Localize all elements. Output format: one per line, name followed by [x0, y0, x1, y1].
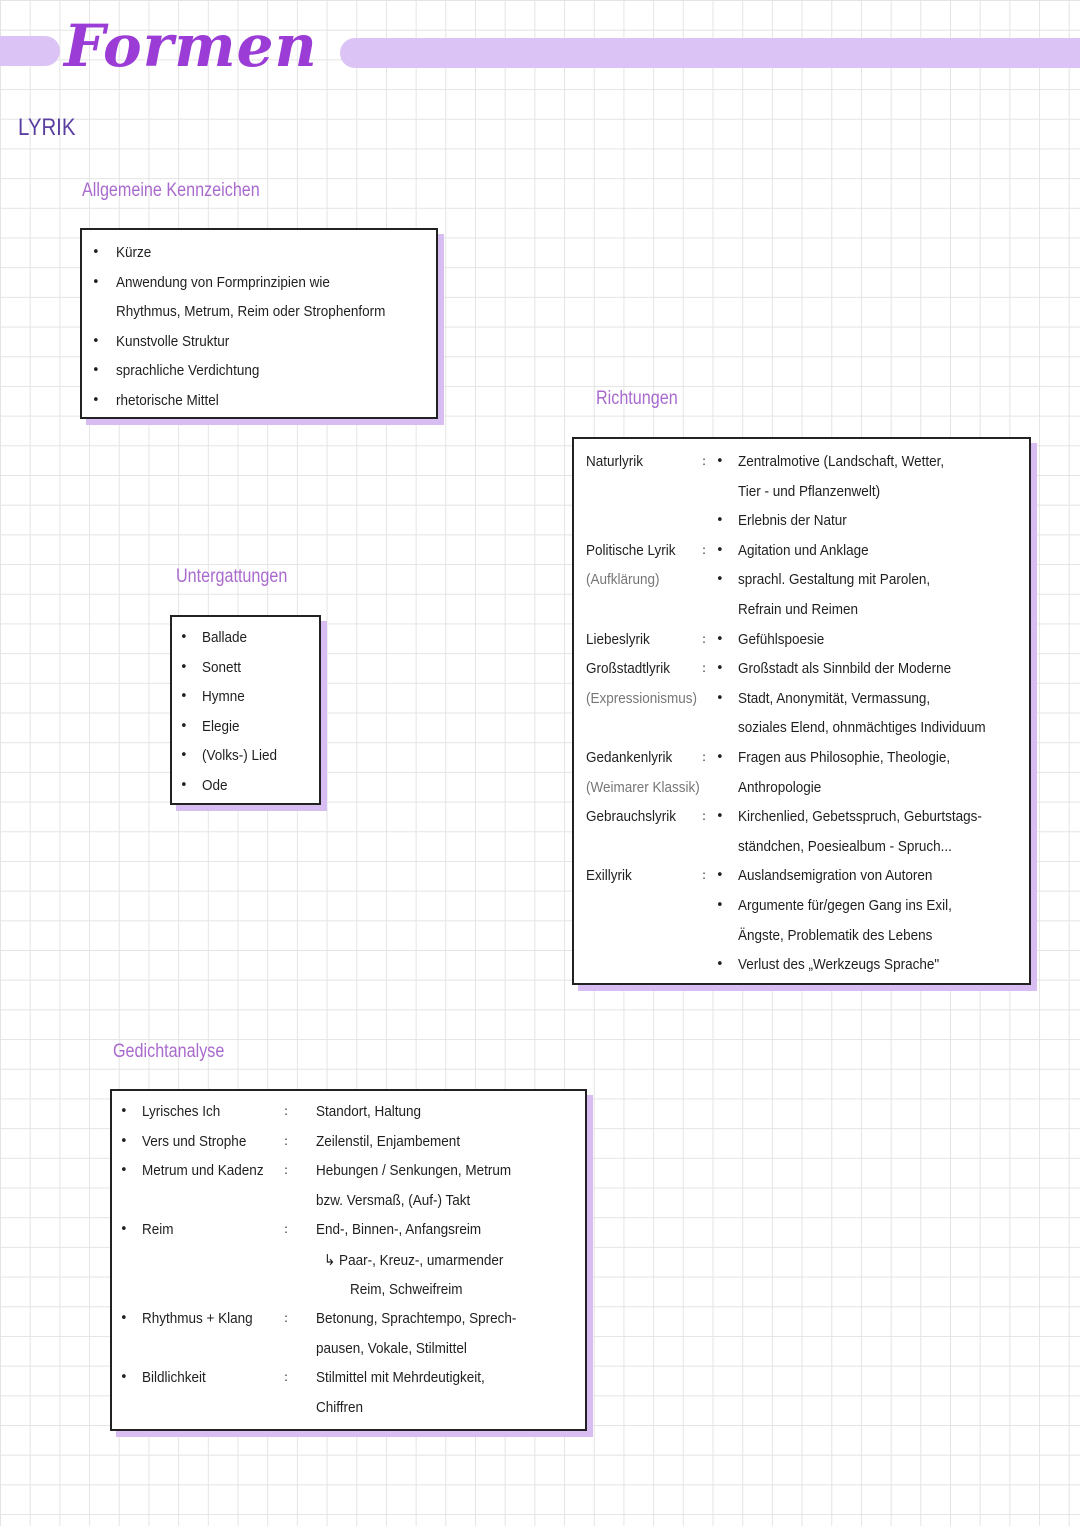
gedichtanalyse-box [110, 1089, 587, 1431]
untergattung-item: Ode [202, 777, 228, 794]
untergattung-item: Hymne [202, 688, 245, 706]
allgemeine-box [80, 228, 438, 419]
bullet-dot: • [92, 333, 100, 349]
richtung-name: Liebeslyrik [586, 630, 650, 648]
allgemeine-line: Kürze [116, 244, 152, 261]
richtung-detail: sprachl. Gestaltung mit Parolen, [738, 571, 931, 589]
richtungen-heading: Richtungen [596, 388, 678, 409]
richtung-detail: Anthropologie [738, 778, 822, 796]
richtung-name: Exillyrik [586, 867, 632, 885]
richtung-detail: Gefühlspoesie [738, 630, 825, 648]
untergattung-item: Sonett [202, 658, 242, 676]
bullet-dot: • [120, 1104, 128, 1119]
richtung-detail: Argumente für/gegen Gang ins Exil, [738, 897, 952, 914]
bullet-dot: • [716, 809, 724, 825]
separator-colon: : [702, 631, 707, 646]
separator-colon: : [702, 750, 707, 764]
separator-colon: : [284, 1370, 289, 1385]
analyse-aspect: Metrum und Kadenz [142, 1162, 264, 1180]
separator-colon: : [284, 1104, 289, 1118]
richtung-detail: Verlust des „Werkzeugs Sprache" [738, 956, 940, 974]
analyse-detail: Standort, Haltung [316, 1103, 422, 1120]
richtungen-box [572, 437, 1031, 985]
analyse-detail: ↳ Paar-, Kreuz-, umarmender [324, 1252, 504, 1269]
separator-colon: : [702, 661, 707, 676]
bullet-dot: • [716, 572, 724, 588]
analyse-detail: pausen, Vokale, Stilmittel [316, 1339, 467, 1357]
bullet-dot: • [92, 245, 100, 260]
analyse-detail: Stilmittel mit Mehrdeutigkeit, [316, 1369, 485, 1387]
richtung-name: Politische Lyrik [586, 541, 676, 559]
analyse-detail: End-, Binnen-, Anfangsreim [316, 1221, 482, 1239]
bullet-dot: • [716, 631, 724, 647]
analyse-aspect: Vers und Strophe [142, 1132, 247, 1150]
analyse-detail: Reim, Schweifreim [350, 1280, 463, 1298]
separator-colon: : [702, 868, 707, 883]
richtung-detail: soziales Elend, ohnmächtiges Individuum [738, 719, 986, 737]
richtung-detail: Großstadt als Sinnbild der Moderne [738, 660, 952, 678]
richtung-name: Naturlyrik [586, 453, 644, 470]
bullet-dot: • [92, 363, 100, 379]
bullet-dot: • [180, 718, 188, 734]
richtung-detail: Agitation und Anklage [738, 541, 869, 559]
analyse-aspect: Bildlichkeit [142, 1369, 206, 1387]
richtung-name: (Aufklärung) [586, 571, 660, 589]
allgemeine-line: sprachliche Verdichtung [116, 362, 260, 380]
richtung-detail: Refrain und Reimen [738, 601, 859, 618]
bullet-dot: • [716, 661, 724, 677]
untergattungen-box [170, 615, 321, 805]
richtung-detail: Auslandsemigration von Autoren [738, 867, 933, 885]
bullet-dot: • [92, 393, 100, 408]
richtung-name: Gebrauchslyrik [586, 808, 677, 826]
bullet-dot: • [92, 274, 100, 290]
separator-colon: : [284, 1163, 289, 1178]
analyse-detail: Zeilenstil, Enjambement [316, 1132, 461, 1150]
gedichtanalyse-heading: Gedichtanalyse [113, 1041, 225, 1062]
bullet-dot: • [716, 513, 724, 529]
page-title: Formen [64, 12, 318, 80]
analyse-detail: Hebungen / Senkungen, Metrum [316, 1162, 512, 1180]
bullet-dot: • [180, 689, 188, 705]
analyse-aspect: Reim [142, 1221, 174, 1239]
separator-colon: : [284, 1222, 289, 1237]
allgemeine-line: Anwendung von Formprinzipien wie [116, 273, 330, 291]
untergattung-item: Elegie [202, 717, 240, 735]
richtung-detail: Ängste, Problematik des Lebens [738, 926, 933, 944]
title-highlight-left [0, 36, 60, 66]
richtung-detail: Tier - und Pflanzenwelt) [738, 482, 881, 500]
allgemeine-line: Rhythmus, Metrum, Reim oder Strophenform [116, 303, 386, 321]
analyse-detail: Betonung, Sprachtempo, Sprech- [316, 1310, 517, 1328]
section-label: LYRIK [18, 114, 76, 141]
bullet-dot: • [716, 750, 724, 765]
bullet-dot: • [716, 542, 724, 558]
analyse-detail: bzw. Versmaß, (Auf-) Takt [316, 1191, 471, 1209]
bullet-dot: • [180, 748, 188, 764]
bullet-dot: • [716, 957, 724, 973]
separator-colon: : [702, 809, 707, 824]
bullet-dot: • [120, 1133, 128, 1149]
richtung-detail: Fragen aus Philosophie, Theologie, [738, 749, 951, 766]
richtung-detail: ständchen, Poesiealbum - Spruch... [738, 837, 952, 855]
richtung-name: (Weimarer Klassik) [586, 778, 700, 796]
separator-colon: : [702, 454, 707, 468]
analyse-aspect: Lyrisches Ich [142, 1103, 221, 1120]
bullet-dot: • [180, 778, 188, 793]
richtung-detail: Kirchenlied, Gebetsspruch, Geburtstags- [738, 808, 982, 826]
richtung-name: Großstadtlyrik [586, 660, 671, 678]
bullet-dot: • [716, 454, 724, 469]
allgemeine-heading: Allgemeine Kennzeichen [82, 180, 260, 201]
separator-colon: : [284, 1311, 289, 1326]
allgemeine-line: rhetorische Mittel [116, 392, 219, 409]
analyse-aspect: Rhythmus + Klang [142, 1310, 253, 1328]
untergattung-item: Ballade [202, 629, 248, 646]
untergattung-item: (Volks-) Lied [202, 747, 278, 765]
richtung-detail: Erlebnis der Natur [738, 512, 847, 530]
richtung-name: (Expressionismus) [586, 689, 698, 707]
richtung-detail: Stadt, Anonymität, Vermassung, [738, 689, 931, 707]
richtung-name: Gedankenlyrik [586, 749, 673, 766]
title-highlight-right [340, 38, 1080, 68]
bullet-dot: • [120, 1311, 128, 1327]
bullet-dot: • [180, 630, 188, 645]
bullet-dot: • [120, 1370, 128, 1386]
bullet-dot: • [180, 659, 188, 675]
bullet-dot: • [716, 898, 724, 913]
separator-colon: : [702, 542, 707, 557]
richtung-detail: Zentralmotive (Landschaft, Wetter, [738, 453, 945, 470]
allgemeine-line: Kunstvolle Struktur [116, 332, 230, 350]
separator-colon: : [284, 1133, 289, 1148]
untergattungen-heading: Untergattungen [176, 566, 288, 587]
bullet-dot: • [120, 1222, 128, 1238]
analyse-detail: Chiffren [316, 1399, 364, 1416]
bullet-dot: • [120, 1163, 128, 1179]
bullet-dot: • [716, 690, 724, 706]
bullet-dot: • [716, 868, 724, 884]
